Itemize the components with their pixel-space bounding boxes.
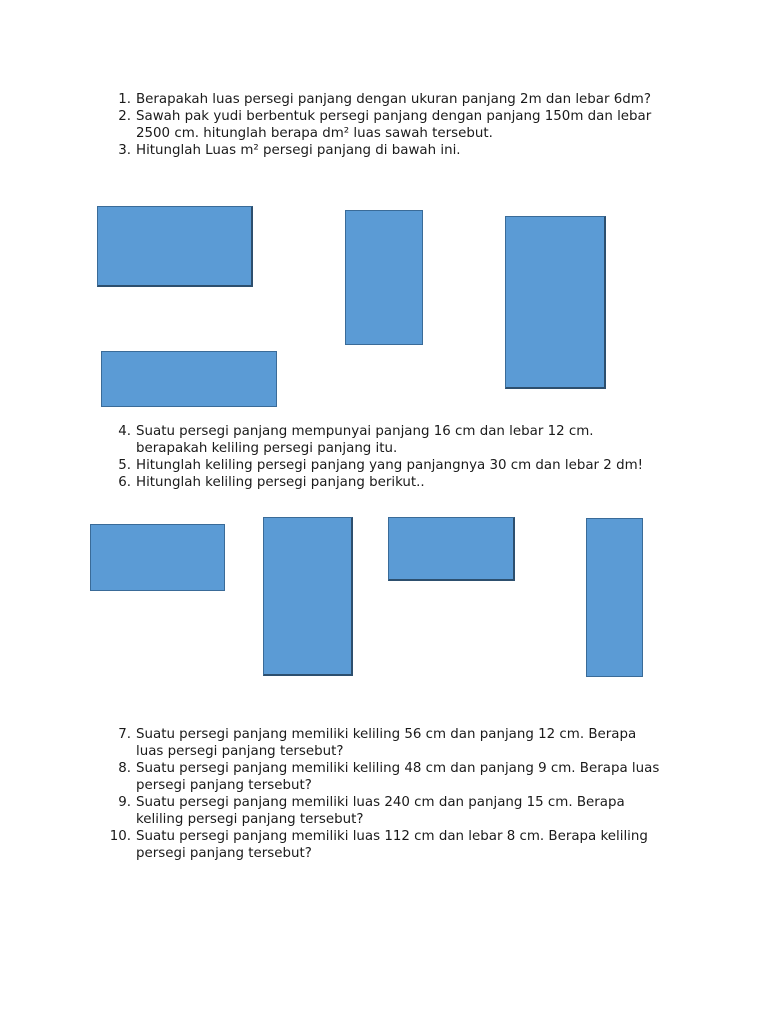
question-number: 3.	[118, 143, 131, 158]
question-text: Berapakah luas persegi panjang dengan ukuran panjang 2m dan lebar 6dm?	[136, 92, 651, 107]
question-list-1	[104, 91, 704, 159]
question-text: Sawah pak yudi berbentuk persegi panjang dengan panjang 150m dan lebar	[136, 109, 652, 124]
question-number: 10.	[109, 829, 131, 844]
question-1	[104, 91, 704, 108]
rectangle-shape-2	[345, 210, 423, 345]
question-9	[104, 794, 704, 828]
question-text: Suatu persegi panjang memiliki luas 240 cm dan panjang 15 cm. Berapa	[136, 795, 625, 810]
question-number: 4.	[118, 424, 131, 439]
question-number: 1.	[118, 92, 131, 107]
question-text: berapakah keliling persegi panjang itu.	[136, 441, 398, 456]
question-text: Hitunglah keliling persegi panjang berikut..	[136, 475, 425, 490]
question-4	[104, 423, 704, 457]
rectangle-shape-4	[101, 351, 277, 407]
question-text: Suatu persegi panjang memiliki keliling 56 cm dan panjang 12 cm. Berapa	[136, 727, 637, 742]
rectangle-shape-7	[388, 517, 515, 581]
rectangle-shape-6	[263, 517, 353, 676]
question-number: 9.	[118, 795, 131, 810]
question-text: Hitunglah keliling persegi panjang yang panjangnya 30 cm dan lebar 2 dm!	[136, 458, 643, 473]
question-8	[104, 760, 704, 794]
rectangle-shape-3	[505, 216, 606, 389]
question-number: 7.	[118, 727, 131, 742]
question-text: Hitunglah Luas m² persegi panjang di bawah ini.	[136, 143, 461, 158]
question-text: 2500 cm. hitunglah berapa dm² luas sawah tersebut.	[136, 126, 493, 141]
rectangle-shape-8	[586, 518, 643, 677]
question-list-3	[104, 726, 704, 862]
question-text: persegi panjang tersebut?	[136, 778, 312, 793]
question-10	[104, 828, 704, 862]
question-number: 2.	[118, 109, 131, 124]
question-text: persegi panjang tersebut?	[136, 846, 312, 861]
question-number: 8.	[118, 761, 131, 776]
question-3	[104, 142, 704, 159]
question-7	[104, 726, 704, 760]
question-text: keliling persegi panjang tersebut?	[136, 812, 364, 827]
question-text: Suatu persegi panjang mempunyai panjang 16 cm dan lebar 12 cm.	[136, 424, 594, 439]
rectangle-shape-1	[97, 206, 253, 287]
rectangle-shape-5	[90, 524, 225, 591]
question-number: 6.	[118, 475, 131, 490]
question-list-2	[104, 423, 704, 491]
question-text: Suatu persegi panjang memiliki luas 112 cm dan lebar 8 cm. Berapa keliling	[136, 829, 648, 844]
question-number: 5.	[118, 458, 131, 473]
question-5	[104, 457, 704, 474]
question-2	[104, 108, 704, 142]
question-text: luas persegi panjang tersebut?	[136, 744, 344, 759]
question-6	[104, 474, 704, 491]
question-text: Suatu persegi panjang memiliki keliling 48 cm dan panjang 9 cm. Berapa luas	[136, 761, 660, 776]
